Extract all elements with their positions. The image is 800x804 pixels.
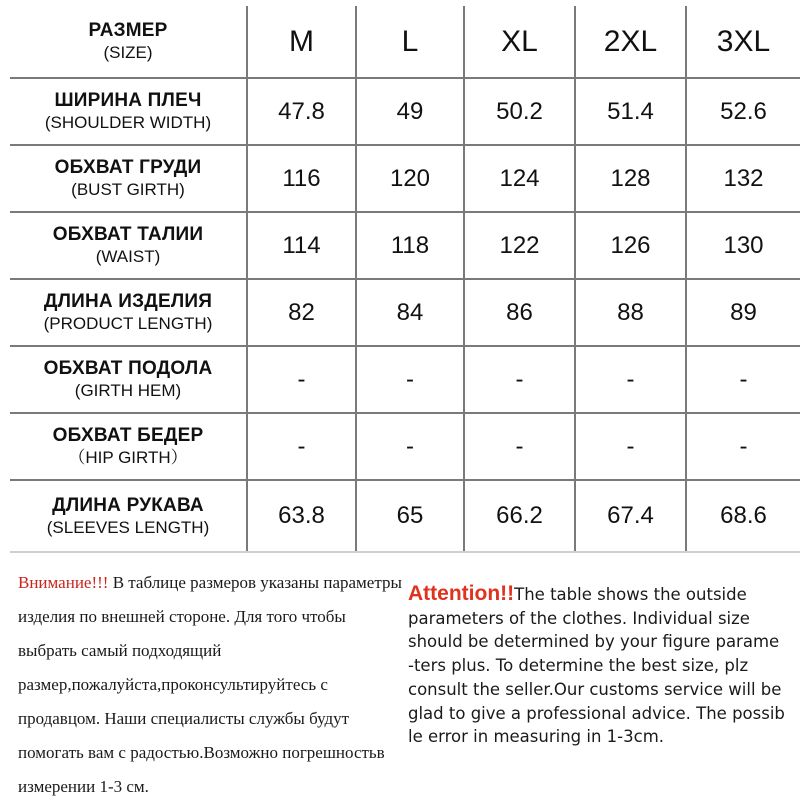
measurement-value-cell: 65 xyxy=(356,480,464,552)
notice-en-warning: Attention!! xyxy=(408,582,515,605)
measurement-value-cell: 67.4 xyxy=(575,480,686,552)
measurement-value-cell: 66.2 xyxy=(464,480,575,552)
size-chart-body xyxy=(10,6,800,552)
measurement-row xyxy=(10,480,800,552)
measurement-label-en: (PRODUCT LENGTH) xyxy=(43,314,213,333)
measurement-label-ru: ОБХВАТ ПОДОЛА xyxy=(43,358,213,379)
measurement-label-en: (SHOULDER WIDTH) xyxy=(44,113,212,132)
measurement-label-en: （HIP GIRTH） xyxy=(68,448,188,467)
measurement-value-cell: 63.8 xyxy=(247,480,356,552)
measurement-row xyxy=(10,212,800,279)
measurement-label-ru: ОБХВАТ БЕДЕР xyxy=(52,425,204,446)
notice-en-text: The table shows the outside parameters of the clothes. Individual size should be determined by your figure parame -ters plus. To determine the best size, plz consult the seller.Our customs service will be glad to give a professional advice. The possib le error in measuring in 1-3cm. xyxy=(408,585,785,747)
measurement-value-cell: 49 xyxy=(356,78,464,145)
measurement-label-cell xyxy=(10,480,247,552)
measurement-value-cell: 82 xyxy=(247,279,356,346)
measurement-value-cell: 114 xyxy=(247,212,356,279)
measurement-label-cell xyxy=(10,78,247,145)
size-label-en: (SIZE) xyxy=(103,43,153,62)
measurement-value-cell: - xyxy=(464,346,575,413)
measurement-value-cell: 84 xyxy=(356,279,464,346)
notice-english xyxy=(408,582,800,749)
measurement-label-en: (WAIST) xyxy=(95,247,161,266)
size-header-row xyxy=(10,6,800,78)
notice-ru-text: В таблице размеров указаны параметры изделия по внешней стороне. Для того чтобы выбрать самый подходящий размер,пожалуйста,проконсультируйтесь с продавцом. Наши специалисты службы будут помогать вам с радостью.Возможно погрешностьв измерении 1-3 см. xyxy=(18,573,402,796)
measurement-label-cell xyxy=(10,145,247,212)
measurement-row xyxy=(10,413,800,480)
measurement-value-cell: - xyxy=(575,346,686,413)
measurement-value-cell: - xyxy=(575,413,686,480)
measurement-value-cell: 132 xyxy=(686,145,800,212)
size-column-header: 3XL xyxy=(686,6,800,78)
size-label-ru: РАЗМЕР xyxy=(88,20,168,41)
measurement-value-cell: 88 xyxy=(575,279,686,346)
measurement-value-cell: 89 xyxy=(686,279,800,346)
measurement-label-en: (SLEEVES LENGTH) xyxy=(46,517,210,537)
measurement-value-cell: 47.8 xyxy=(247,78,356,145)
measurement-value-cell: 122 xyxy=(464,212,575,279)
measurement-label-ru: ШИРИНА ПЛЕЧ xyxy=(54,90,202,111)
size-header-label-cell xyxy=(10,6,247,78)
size-column-header: M xyxy=(247,6,356,78)
measurement-label-cell xyxy=(10,212,247,279)
measurement-value-cell: 124 xyxy=(464,145,575,212)
measurement-value-cell: - xyxy=(686,413,800,480)
measurement-value-cell: - xyxy=(464,413,575,480)
size-column-header: XL xyxy=(464,6,575,78)
measurement-value-cell: - xyxy=(247,346,356,413)
measurement-value-cell: - xyxy=(356,346,464,413)
measurement-row xyxy=(10,279,800,346)
size-column-header: L xyxy=(356,6,464,78)
measurement-value-cell: 128 xyxy=(575,145,686,212)
measurement-row xyxy=(10,78,800,145)
measurement-value-cell: 50.2 xyxy=(464,78,575,145)
measurement-value-cell: 130 xyxy=(686,212,800,279)
notice-russian xyxy=(18,566,408,804)
measurement-label-ru: ДЛИНА РУКАВА xyxy=(52,494,204,516)
measurement-label-ru: ОБХВАТ ГРУДИ xyxy=(54,157,202,178)
measurement-value-cell: 51.4 xyxy=(575,78,686,145)
measurement-value-cell: - xyxy=(247,413,356,480)
measurement-value-cell: - xyxy=(356,413,464,480)
measurement-label-ru: ДЛИНА ИЗДЕЛИЯ xyxy=(43,291,213,312)
measurement-row xyxy=(10,346,800,413)
measurement-value-cell: - xyxy=(686,346,800,413)
measurement-label-ru: ОБХВАТ ТАЛИИ xyxy=(52,224,204,245)
measurement-label-cell xyxy=(10,346,247,413)
measurement-value-cell: 126 xyxy=(575,212,686,279)
notice-ru-warning: Внимание!!! xyxy=(18,573,109,592)
measurement-value-cell: 118 xyxy=(356,212,464,279)
measurement-value-cell: 86 xyxy=(464,279,575,346)
size-column-header: 2XL xyxy=(575,6,686,78)
measurement-value-cell: 116 xyxy=(247,145,356,212)
measurement-value-cell: 68.6 xyxy=(686,480,800,552)
measurement-label-en: (GIRTH HEM) xyxy=(74,381,182,400)
measurement-row xyxy=(10,145,800,212)
measurement-value-cell: 120 xyxy=(356,145,464,212)
measurement-label-cell xyxy=(10,279,247,346)
measurement-label-cell xyxy=(10,413,247,480)
measurement-value-cell: 52.6 xyxy=(686,78,800,145)
measurement-label-en: (BUST GIRTH) xyxy=(71,180,185,199)
size-chart-table xyxy=(10,6,800,553)
